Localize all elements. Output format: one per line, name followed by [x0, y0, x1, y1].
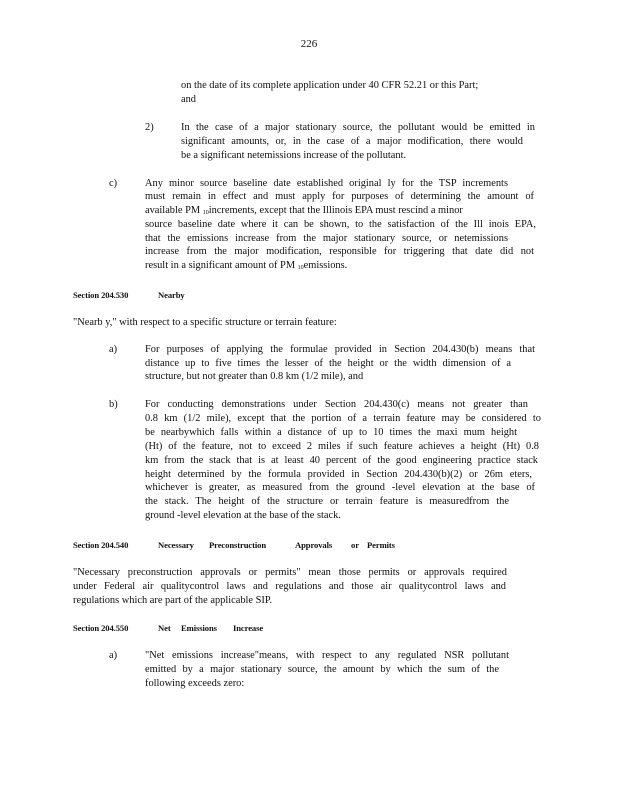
- definition-text-line: under Federal air qualitycontrol laws and regulations and those air qualitycontrol laws and: [73, 581, 506, 592]
- item-c-text-line: increase from the major modification, responsible for triggering that date did not: [145, 246, 534, 257]
- item-b-text-line: For conducting demonstrations under Section 204.430(c) means not greater than: [145, 399, 528, 410]
- item-a-text-line: emitted by a major stationary source, the amount by which the sum of the: [145, 664, 499, 675]
- item-b-text-line: the stack. The height of the structure or terrain feature is measuredfrom the: [145, 496, 509, 507]
- section-title-word: Increase: [233, 623, 264, 633]
- section-number: Section 204.530: [73, 290, 129, 300]
- item-c-text-line: available PM 10increments, except that the Illinois EPA must rescind a minor: [145, 205, 463, 216]
- item-2-text-line: significant amounts, or, in the case of a major modification, there would: [181, 136, 523, 147]
- definition-intro: "Nearb y," with respect to a specific structure or terrain feature:: [73, 317, 337, 328]
- section-title-word: or: [351, 540, 359, 550]
- section-number: Section 204.540: [73, 540, 129, 550]
- section-title: Nearby: [158, 290, 185, 300]
- item-b-text-line: ground -level elevation at the base of the stack.: [145, 510, 341, 521]
- item-b-text-line: whichever is greater, as measured from the ground -level elevation at the base of: [145, 482, 535, 493]
- item-b-text-line: height determined by the formula provided in Section 204.430(b)(2) or 26m eters,: [145, 469, 532, 480]
- section-number: Section 204.550: [73, 623, 129, 633]
- section-title-word: Preconstruction: [209, 540, 267, 550]
- item-c-text-line: Any minor source baseline date established original ly for the TSP increments: [145, 178, 508, 189]
- definition-text-line: regulations which are part of the applicable SIP.: [73, 595, 273, 606]
- item-a-text-line: For purposes of applying the formulae provided in Section 204.430(b) means that: [145, 344, 535, 355]
- item-c-text-line: result in a significant amount of PM 10emissions.: [145, 260, 348, 271]
- item-2-text-line: In the case of a major stationary source, the pollutant would be emitted in: [181, 122, 535, 133]
- item-b-text-line: be nearbywhich falls within a distance of up to 10 times the maxi mum height: [145, 427, 517, 438]
- section-title-word: Necessary: [158, 540, 194, 550]
- continued-text-line: on the date of its complete application under 40 CFR 52.21 or this Part;: [181, 80, 479, 91]
- item-a-label: a): [109, 344, 118, 355]
- item-a-text-line: following exceeds zero:: [145, 678, 245, 689]
- item-b-text-line: km from the stack that is at least 40 percent of the good engineering practice stack: [145, 455, 538, 466]
- section-title-word: Emissions: [181, 623, 217, 633]
- item-2-text-line: be a significant netemissions increase of the pollutant.: [181, 150, 407, 161]
- item-c-text-line: source baseline date where it can be shown, to the satisfaction of the Ill inois EPA,: [145, 219, 536, 230]
- item-a-text-line: distance up to five times the lesser of the height or the width dimension of a: [145, 358, 511, 369]
- continued-text-line: and: [181, 94, 197, 105]
- item-a-text-line: "Net emissions increase"means, with respect to any regulated NSR pollutant: [145, 650, 509, 661]
- section-title-word: Permits: [367, 540, 395, 550]
- item-c-text-line: that the emissions increase from the major stationary source, or netemissions: [145, 233, 508, 244]
- definition-text-line: "Necessary preconstruction approvals or permits" mean those permits or approvals required: [73, 567, 507, 578]
- page-number: 226: [300, 38, 318, 50]
- item-c-label: c): [109, 178, 118, 189]
- item-b-label: b): [109, 399, 118, 410]
- item-a-text-line: structure, but not greater than 0.8 km (1/2 mile), and: [145, 371, 364, 382]
- item-c-text-line: must remain in effect and must apply for purposes of determining the amount of: [145, 191, 534, 202]
- item-2-label: 2): [145, 122, 154, 133]
- item-b-text-line: (Ht) of the feature, not to exceed 2 miles if such feature achieves a height (Ht) 0.8: [145, 441, 539, 452]
- item-a-label: a): [109, 650, 118, 661]
- section-title-word: Approvals: [295, 540, 333, 550]
- section-title-word: Net: [158, 623, 171, 633]
- item-b-text-line: 0.8 km (1/2 mile), except that the portion of a terrain feature may be considered to: [145, 413, 541, 424]
